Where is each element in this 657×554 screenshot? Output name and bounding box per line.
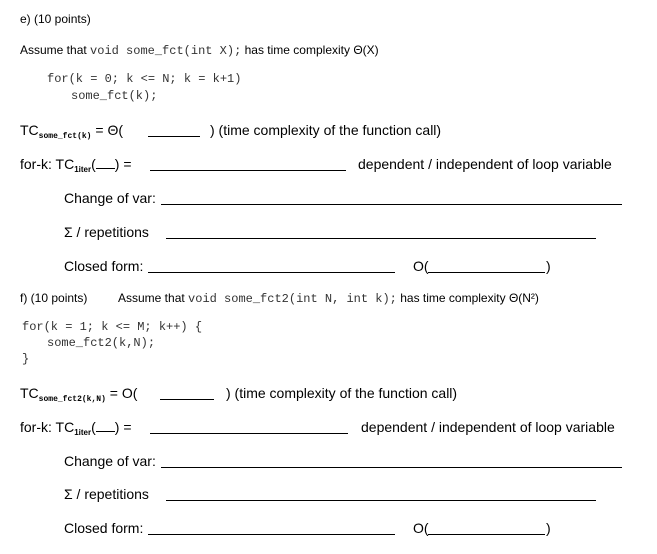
part-e-tc-blank[interactable] [148,136,200,137]
part-f-tc-text: TC [20,385,39,401]
part-e-code-line-1: for(k = 0; k <= N; k = k+1) [47,72,242,86]
part-e-assumption [20,43,379,58]
part-e-code-line-2: some_fct(k); [71,89,158,103]
part-f-closed-form-label: Closed form: [64,520,144,536]
part-f-change-var-blank[interactable] [161,467,622,468]
part-f-tc-label [20,385,138,404]
part-f-heading: f) (10 points) [20,291,88,305]
part-f-code-line-3: } [22,352,30,366]
part-e-tc-label [20,122,123,141]
part-e-assume-code: void some_fct(int X); [90,44,242,58]
part-f-fork-open: ( [91,419,96,435]
part-e-closed-form-label: Closed form: [64,258,144,274]
part-e-o-close: ) [546,258,551,274]
part-e-heading: e) (10 points) [20,12,91,26]
part-f-code-line-1: for(k = 1; k <= M; k++) { [22,320,203,334]
part-e-change-var-label: Change of var: [64,190,156,206]
part-f-tc-note: ) (time complexity of the function call) [226,385,458,401]
part-f-assume-suffix: has time complexity Θ(N²) [400,291,539,305]
part-e-change-var-blank[interactable] [161,204,622,205]
part-f-assume-prefix: Assume that [118,291,185,305]
part-f-fork-arg-blank[interactable] [96,420,115,432]
part-f-sum-blank[interactable] [166,500,596,501]
part-e-assume-suffix: has time complexity Θ(X) [244,43,379,57]
part-e-tc-note: ) (time complexity of the function call) [210,122,442,138]
part-e-assume-prefix: Assume that [20,43,87,57]
part-e-fork-blank[interactable] [150,170,346,171]
part-f-tc-blank[interactable] [160,399,214,400]
part-e-fork-label [20,156,132,172]
part-f-assume-code: void some_fct2(int N, int k); [188,292,397,306]
part-e-sum-label: Σ / repetitions [64,224,149,240]
part-e-tc-text: TC [20,122,39,138]
part-f-o-close: ) [546,520,551,536]
part-f-fork-label [20,419,132,435]
part-f-sum-label: Σ / repetitions [64,486,149,502]
part-e-fork-subscript: 1iter [74,165,92,174]
part-e-fork-text: for-k: TC [20,156,75,172]
part-e-fork-close: ) = [114,156,132,172]
part-e-o-blank[interactable] [428,272,545,273]
part-f-fork-text: for-k: TC [20,419,75,435]
part-e-tc-subscript: some_fct(k) [38,132,92,141]
part-f-fork-close: ) = [114,419,132,435]
part-e-dependent-text: dependent / independent of loop variable [358,156,612,172]
part-f-assumption [118,291,539,306]
part-e-closed-form-blank[interactable] [148,272,395,273]
part-f-tc-subscript: some_fct2(k,N) [38,395,106,404]
part-f-o-open: O( [413,520,429,536]
part-f-fork-blank[interactable] [150,433,348,434]
part-e-sum-blank[interactable] [166,238,596,239]
part-f-tc-eq: = O( [109,385,138,401]
part-e-fork-open: ( [91,156,96,172]
part-f-o-blank[interactable] [428,534,545,535]
part-e-tc-eq: = Θ( [95,122,123,138]
part-f-fork-subscript: 1iter [74,428,92,437]
part-f-closed-form-blank[interactable] [148,534,395,535]
part-f-change-var-label: Change of var: [64,453,156,469]
part-f-code-line-2: some_fct2(k,N); [47,336,156,350]
part-f-dependent-text: dependent / independent of loop variable [361,419,615,435]
part-e-o-open: O( [413,258,429,274]
part-e-fork-arg-blank[interactable] [96,157,115,169]
